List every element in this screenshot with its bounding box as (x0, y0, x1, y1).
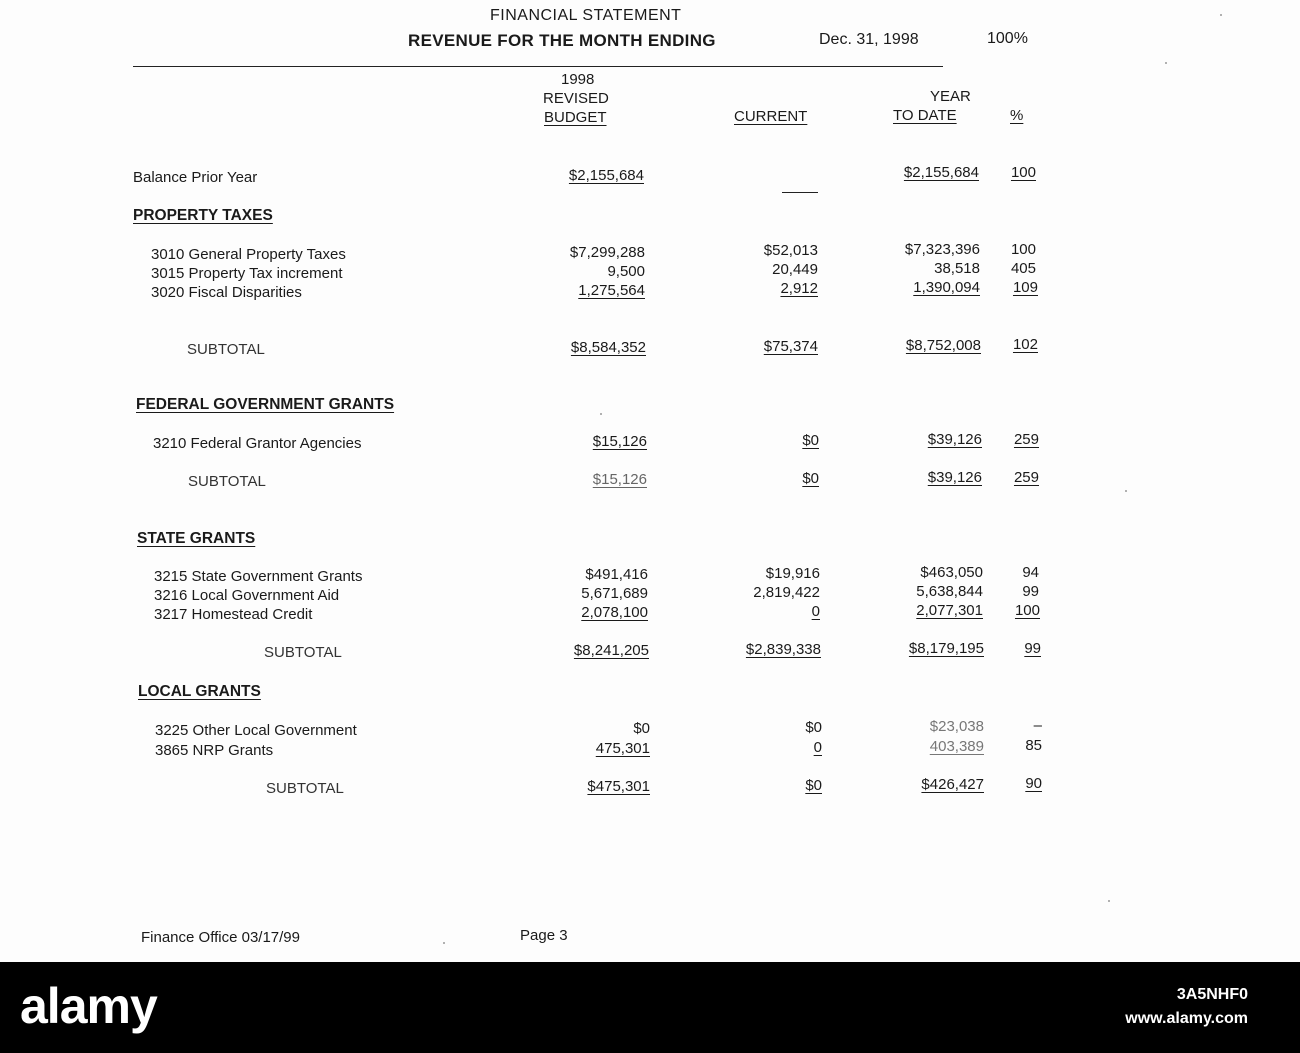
row-current-3865: 0 (813, 739, 822, 756)
subtotal-federal-label: SUBTOTAL (188, 473, 266, 490)
row-ytd-3217: 2,077,301 (916, 602, 983, 619)
row-label-3010: 3010 General Property Taxes (151, 246, 346, 263)
row-label-3217: 3217 Homestead Credit (154, 606, 313, 623)
row-ytd-3020: 1,390,094 (913, 279, 980, 296)
row-current-3010: $52,013 (763, 242, 818, 259)
scan-speck (600, 413, 602, 415)
section-property-taxes: PROPERTY TAXES (133, 207, 273, 224)
image-code: 3A5NHF0 (1176, 986, 1248, 1003)
subtotal-local-pct: 90 (1025, 775, 1042, 792)
row-ytd-3010: $7,323,396 (904, 241, 980, 258)
subtotal-federal-budget: $15,126 (592, 471, 647, 488)
subtotal-property-label: SUBTOTAL (187, 341, 265, 358)
row-pct-3015: 405 (1010, 260, 1036, 277)
subtotal-local-budget: $475,301 (587, 778, 650, 795)
row-pct-3217: 100 (1014, 602, 1040, 619)
subtotal-local-current: $0 (805, 777, 822, 794)
row-budget-3216: 5,671,689 (581, 585, 648, 602)
col-budget-year: 1998 (561, 71, 595, 88)
banner-url: www.alamy.com (1125, 1010, 1248, 1027)
subtotal-property-pct: 102 (1012, 336, 1038, 353)
balance-ytd: $2,155,684 (903, 164, 979, 181)
row-pct-3020: 109 (1012, 279, 1038, 296)
section-federal-grants: FEDERAL GOVERNMENT GRANTS (136, 396, 395, 413)
col-ytd-year: YEAR (930, 88, 971, 105)
balance-pct: 100 (1010, 164, 1036, 181)
row-label-3015: 3015 Property Tax increment (151, 265, 343, 282)
col-current-label: CURRENT (734, 108, 808, 125)
subtotal-federal-ytd: $39,126 (927, 469, 982, 486)
col-ytd-label: TO DATE (893, 107, 957, 124)
row-budget-3215: $491,416 (585, 566, 648, 583)
row-budget-3865: 475,301 (595, 740, 650, 757)
section-local-grants: LOCAL GRANTS (138, 683, 261, 700)
row-budget-3210: $15,126 (592, 433, 647, 450)
row-pct-3215: 94 (1022, 564, 1039, 581)
scan-speck (1125, 490, 1127, 492)
balance-label: Balance Prior Year (133, 169, 258, 186)
statement-title: FINANCIAL STATEMENT (490, 7, 682, 24)
row-label-3225: 3225 Other Local Government (155, 722, 357, 739)
row-budget-3217: 2,078,100 (581, 604, 648, 621)
subtotal-state-ytd: $8,179,195 (908, 640, 984, 657)
statement-date: Dec. 31, 1998 (819, 31, 919, 48)
balance-current-blank (782, 180, 818, 198)
subtotal-state-label: SUBTOTAL (264, 644, 342, 661)
balance-budget: $2,155,684 (568, 167, 644, 184)
col-budget-label: BUDGET (544, 109, 607, 126)
scan-speck (1220, 14, 1222, 16)
row-ytd-3210: $39,126 (927, 431, 982, 448)
row-budget-3010: $7,299,288 (569, 244, 645, 261)
watermark-banner (0, 962, 1300, 1053)
row-pct-3216: 99 (1022, 583, 1039, 600)
row-pct-3225: – (1033, 717, 1042, 734)
subtotal-local-label: SUBTOTAL (266, 780, 344, 797)
section-state-grants: STATE GRANTS (137, 530, 256, 547)
subtotal-local-ytd: $426,427 (921, 776, 984, 793)
statement-percent: 100% (987, 30, 1028, 47)
scan-speck (1108, 900, 1110, 902)
row-current-3216: 2,819,422 (753, 584, 820, 601)
footer-office: Finance Office 03/17/99 (141, 929, 300, 946)
row-label-3210: 3210 Federal Grantor Agencies (153, 435, 362, 452)
row-label-3020: 3020 Fiscal Disparities (151, 284, 302, 301)
row-ytd-3865: 403,389 (929, 738, 984, 755)
row-current-3210: $0 (802, 432, 819, 449)
subtotal-property-current: $75,374 (763, 338, 818, 355)
scan-speck (1165, 62, 1167, 64)
subtotal-state-current: $2,839,338 (745, 641, 821, 658)
row-pct-3865: 85 (1025, 737, 1042, 754)
subtotal-federal-current: $0 (802, 470, 819, 487)
subtotal-state-pct: 99 (1024, 640, 1041, 657)
row-current-3217: 0 (811, 603, 820, 620)
row-label-3215: 3215 State Government Grants (154, 568, 363, 585)
header-divider (133, 66, 943, 67)
row-label-3865: 3865 NRP Grants (155, 742, 274, 759)
row-budget-3015: 9,500 (607, 263, 645, 280)
row-ytd-3216: 5,638,844 (916, 583, 983, 600)
row-label-3216: 3216 Local Government Aid (154, 587, 340, 604)
col-pct-label: % (1010, 107, 1024, 124)
row-current-3015: 20,449 (772, 261, 818, 278)
subtotal-federal-pct: 259 (1013, 469, 1039, 486)
row-pct-3210: 259 (1013, 431, 1039, 448)
footer-page: Page 3 (520, 927, 568, 944)
row-current-3225: $0 (805, 719, 822, 736)
subtotal-property-ytd: $8,752,008 (905, 337, 981, 354)
row-pct-3010: 100 (1010, 241, 1036, 258)
scan-speck (443, 942, 445, 944)
alamy-logo: alamy (20, 978, 157, 1034)
row-ytd-3215: $463,050 (920, 564, 983, 581)
row-current-3020: 2,912 (780, 280, 818, 297)
col-budget-revised: REVISED (543, 90, 609, 107)
subtotal-state-budget: $8,241,205 (573, 642, 649, 659)
subtotal-property-budget: $8,584,352 (570, 339, 646, 356)
statement-subtitle: REVENUE FOR THE MONTH ENDING (408, 31, 716, 50)
row-budget-3020: 1,275,564 (578, 282, 645, 299)
row-budget-3225: $0 (633, 720, 650, 737)
row-current-3215: $19,916 (765, 565, 820, 582)
row-ytd-3225: $23,038 (929, 718, 984, 735)
row-ytd-3015: 38,518 (934, 260, 980, 277)
